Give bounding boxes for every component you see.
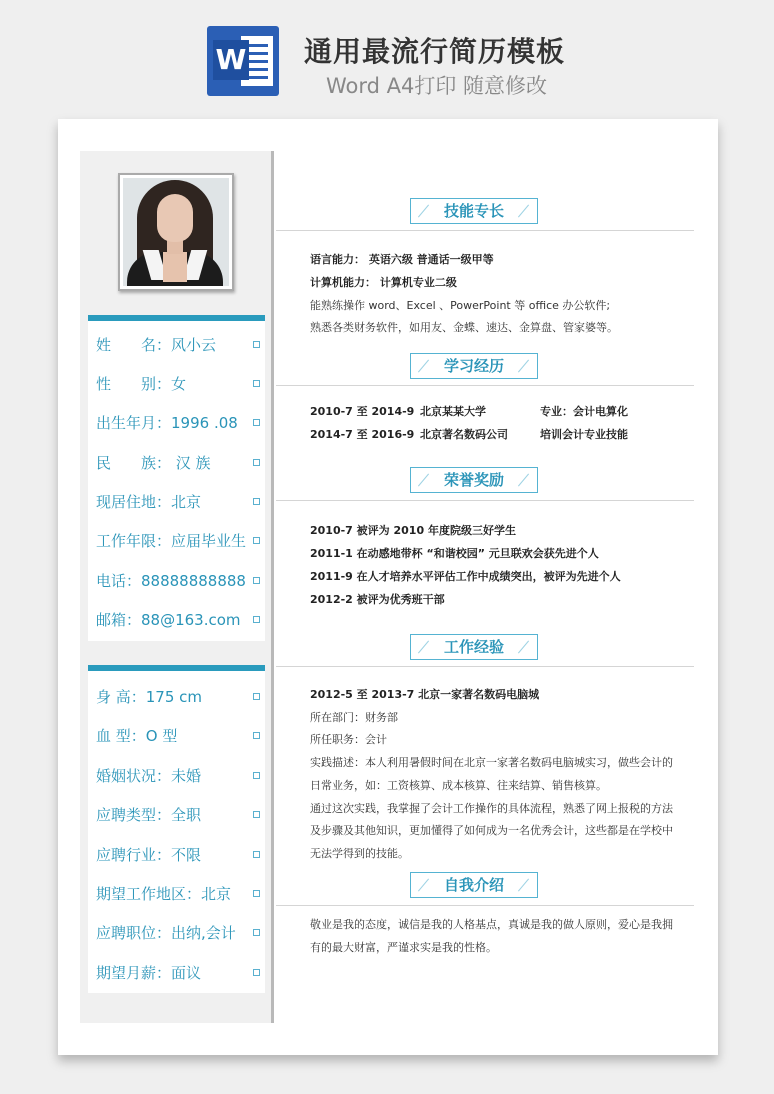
template-header bbox=[0, 0, 774, 118]
section-divider bbox=[276, 666, 694, 667]
slash-decoration-icon bbox=[417, 878, 431, 892]
section-title-skills: 技能专长 bbox=[410, 198, 538, 224]
education-row-detail: 专业：会计电算化 bbox=[540, 405, 628, 418]
education-row-school: 北京某某大学 bbox=[420, 405, 486, 418]
skill-office: 能熟练操作 word、Excel 、PowerPoint 等 office 办公软件; bbox=[310, 299, 611, 312]
skill-finance: 熟悉各类财务软件，如用友、金蝶、速达、金算盘、管家婆等。 bbox=[310, 321, 618, 334]
square-bullet-icon bbox=[253, 537, 260, 544]
skill-language: 语言能力： 英语六级 普通话一级甲等 bbox=[310, 253, 494, 266]
square-bullet-icon bbox=[253, 577, 260, 584]
slash-decoration-icon bbox=[417, 359, 431, 373]
honor-item: 2010-7 被评为 2010 年度院级三好学生 bbox=[310, 524, 516, 537]
info-blood-type: 血 型：O 型 bbox=[96, 724, 256, 748]
square-bullet-icon bbox=[253, 890, 260, 897]
honor-item: 2011-9 在人才培养水平评估工作中成绩突出，被评为先进个人 bbox=[310, 570, 621, 583]
profile-photo bbox=[118, 173, 234, 291]
square-bullet-icon bbox=[253, 341, 260, 348]
work-line: 日常业务，如：工资核算、成本核算、往来结算、销售核算。 bbox=[310, 779, 607, 792]
education-row-date: 2010-7 至 2014-9 bbox=[310, 405, 415, 418]
section-divider bbox=[276, 230, 694, 231]
square-bullet-icon bbox=[253, 772, 260, 779]
section-divider bbox=[276, 905, 694, 906]
section-title-intro: 自我介绍 bbox=[410, 872, 538, 898]
info-height: 身 高：175 cm bbox=[96, 685, 256, 709]
slash-decoration-icon bbox=[517, 640, 531, 654]
work-line: 无法学得到的技能。 bbox=[310, 847, 409, 860]
section-title-education: 学习经历 bbox=[410, 353, 538, 379]
word-icon-letter: W bbox=[213, 40, 249, 80]
work-line: 所在部门：财务部 bbox=[310, 711, 398, 724]
info-name: 姓 名：风小云 bbox=[96, 333, 256, 357]
info-job-type: 应聘类型：全职 bbox=[96, 803, 256, 827]
info-industry: 应聘行业：不限 bbox=[96, 843, 256, 867]
square-bullet-icon bbox=[253, 380, 260, 387]
education-row-school: 北京著名数码公司 bbox=[420, 428, 508, 441]
section-title-honors: 荣誉奖励 bbox=[410, 467, 538, 493]
work-line: 通过这次实践，我掌握了会计工作操作的具体流程，熟悉了网上报税的方法 bbox=[310, 802, 673, 815]
info-ethnicity: 民 族： 汉 族 bbox=[96, 451, 256, 475]
vertical-divider bbox=[271, 151, 274, 1023]
slash-decoration-icon bbox=[417, 473, 431, 487]
slash-decoration-icon bbox=[517, 359, 531, 373]
skill-computer: 计算机能力： 计算机专业二级 bbox=[310, 276, 457, 289]
slash-decoration-icon bbox=[517, 204, 531, 218]
slash-decoration-icon bbox=[517, 878, 531, 892]
info-email: 邮箱：88@163.com bbox=[96, 608, 256, 632]
square-bullet-icon bbox=[253, 616, 260, 623]
info-gender: 性 别：女 bbox=[96, 372, 256, 396]
extra-info-box bbox=[88, 665, 265, 993]
education-row-detail: 培训会计专业技能 bbox=[540, 428, 628, 441]
work-line: 所任职务：会计 bbox=[310, 733, 387, 746]
resume-paper bbox=[58, 119, 718, 1055]
info-residence: 现居住地：北京 bbox=[96, 490, 256, 514]
square-bullet-icon bbox=[253, 732, 260, 739]
info-birth: 出生年月：1996 .08 bbox=[96, 411, 256, 435]
basic-info-box bbox=[88, 315, 265, 641]
work-line: 实践描述：本人利用暑假时间在北京一家著名数码电脑城实习，做些会计的 bbox=[310, 756, 673, 769]
word-icon bbox=[207, 26, 279, 96]
portrait-image bbox=[123, 178, 229, 286]
work-line: 及步骤及其他知识，更加懂得了如何成为一名优秀会计，这些都是在学校中 bbox=[310, 824, 673, 837]
square-bullet-icon bbox=[253, 498, 260, 505]
square-bullet-icon bbox=[253, 969, 260, 976]
section-divider bbox=[276, 500, 694, 501]
work-header: 2012-5 至 2013-7 北京一家著名数码电脑城 bbox=[310, 688, 540, 701]
section-title-work: 工作经验 bbox=[410, 634, 538, 660]
info-position: 应聘职位：出纳,会计 bbox=[96, 921, 256, 945]
page-subtitle: Word A4打印 随意修改 bbox=[326, 74, 548, 98]
square-bullet-icon bbox=[253, 419, 260, 426]
resume-sidebar bbox=[80, 151, 271, 1023]
section-divider bbox=[276, 385, 694, 386]
info-phone: 电话：88888888888 bbox=[96, 569, 256, 593]
square-bullet-icon bbox=[253, 693, 260, 700]
education-row-date: 2014-7 至 2016-9 bbox=[310, 428, 415, 441]
square-bullet-icon bbox=[253, 929, 260, 936]
honor-item: 2012-2 被评为优秀班干部 bbox=[310, 593, 445, 606]
intro-line: 有的最大财富，严谨求实是我的性格。 bbox=[310, 941, 497, 954]
info-location: 期望工作地区：北京 bbox=[96, 882, 256, 906]
square-bullet-icon bbox=[253, 459, 260, 466]
honor-item: 2011-1 在动感地带杯 “和谐校园” 元旦联欢会获先进个人 bbox=[310, 547, 599, 560]
slash-decoration-icon bbox=[517, 473, 531, 487]
page-title: 通用最流行简历模板 bbox=[304, 35, 566, 68]
intro-line: 敬业是我的态度，诚信是我的人格基点，真诚是我的做人原则，爱心是我拥 bbox=[310, 918, 673, 931]
slash-decoration-icon bbox=[417, 640, 431, 654]
info-marital: 婚姻状况：未婚 bbox=[96, 764, 256, 788]
square-bullet-icon bbox=[253, 811, 260, 818]
square-bullet-icon bbox=[253, 851, 260, 858]
info-work-years: 工作年限：应届毕业生 bbox=[96, 529, 256, 553]
slash-decoration-icon bbox=[417, 204, 431, 218]
info-salary: 期望月薪：面议 bbox=[96, 961, 256, 985]
